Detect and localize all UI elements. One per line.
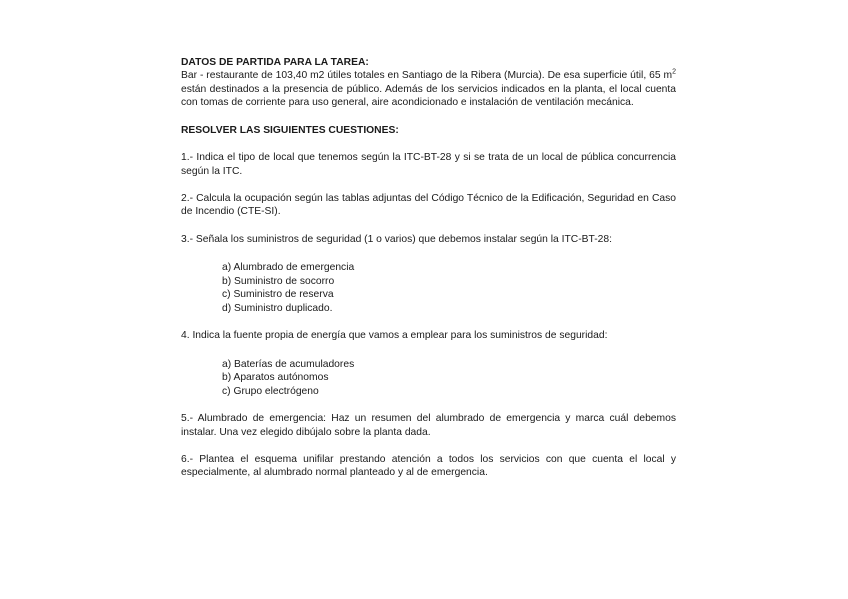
question-3: 3.- Señala los suministros de seguridad (1 o varios) que debemos instalar según la ITC-BT-28: [181,233,612,245]
spacer [181,246,676,261]
list-item: c) Grupo electrógeno [222,385,319,397]
list-item: a) Baterías de acumuladores [222,358,355,370]
spacer [181,219,676,233]
superscript-2: 2 [672,68,676,76]
spacer [181,315,676,329]
question-4: 4. Indica la fuente propia de energía que vamos a emplear para los suministros de seguridad: [181,330,608,342]
list-item: b) Suministro de socorro [222,275,335,287]
intro-text-part2: están destinados a la presencia de público. Además de los servicios indicados en la planta, el local cuenta con tomas de corriente para uso general, aire acondicionado e instalación de ventilación mecánica. [181,83,676,108]
list-item: c) Suministro de reserva [222,289,334,301]
document-page [181,56,676,480]
intro-paragraph [181,69,676,109]
spacer [181,137,676,151]
question-5: 5.- Alumbrado de emergencia: Haz un resumen del alumbrado de emergencia y marca cuál debemos instalar. Una vez elegido dibújalo sobre la planta dada. [181,413,676,438]
spacer [181,178,676,192]
question-6: 6.- Plantea el esquema unifilar prestando atención a todos los servicios con que cuenta el local y especialmente, al alumbrado normal planteado y al de emergencia. [181,454,676,479]
spacer [181,398,676,412]
heading-resolver-cuestiones: RESOLVER LAS SIGUIENTES CUESTIONES: [181,125,399,137]
list-item: d) Suministro duplicado. [222,302,333,314]
question-3-options [181,261,676,315]
question-1: 1.- Indica el tipo de local que tenemos según la ITC-BT-28 y si se trata de un local de pública concurrencia según la ITC. [181,152,676,177]
spacer [181,343,676,358]
question-2: 2.- Calcula la ocupación según las tablas adjuntas del Código Técnico de la Edificación, Seguridad en Caso de Incendio (CTE-SI). [181,193,676,218]
list-item: a) Alumbrado de emergencia [222,261,355,273]
question-4-options [181,358,676,399]
spacer [181,109,676,124]
intro-text-part1: Bar - restaurante de 103,40 m2 útiles totales en Santiago de la Ribera (Murcia). De esa superficie útil, 65 m [181,70,673,82]
heading-datos-partida: DATOS DE PARTIDA PARA LA TAREA: [181,57,369,68]
list-item: b) Aparatos autónomos [222,372,329,384]
spacer [181,439,676,453]
